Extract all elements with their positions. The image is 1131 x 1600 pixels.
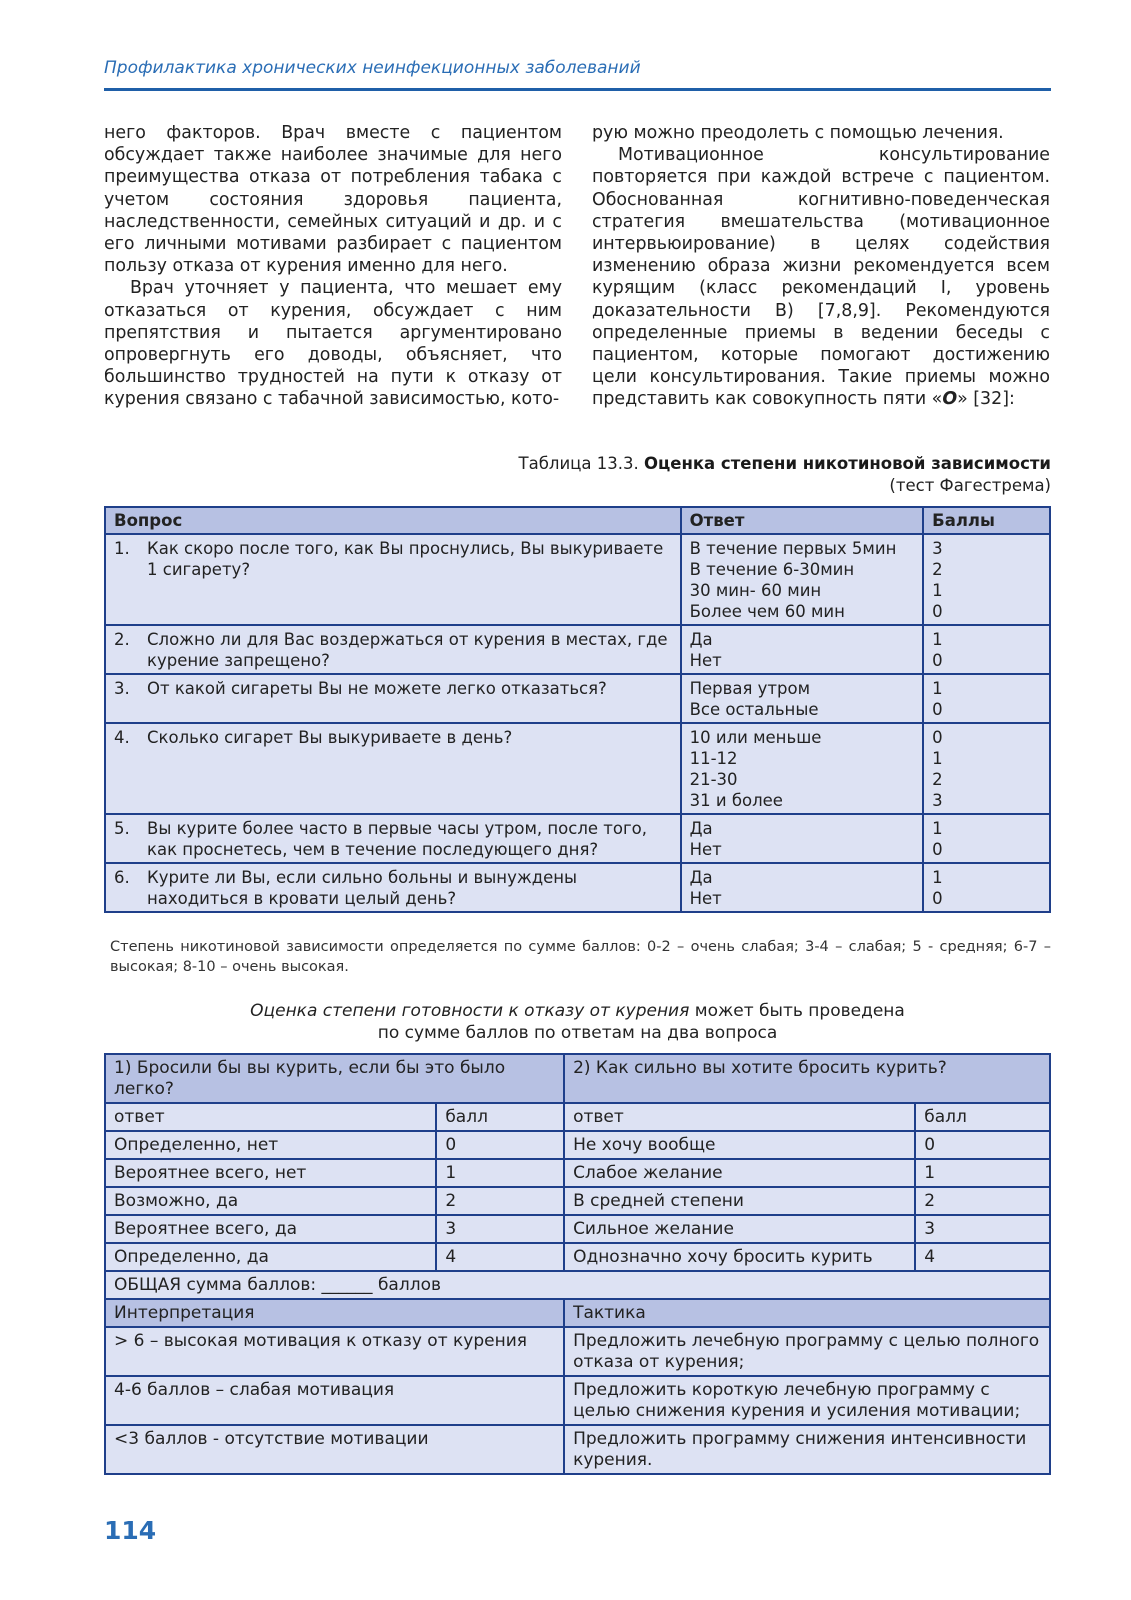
question — [114, 727, 672, 748]
q1-answer: Определенно, да — [105, 1243, 436, 1271]
q1-answer: Вероятнее всего, да — [105, 1215, 436, 1243]
column-header: Баллы — [923, 507, 1050, 534]
q2-score: 0 — [915, 1131, 1050, 1159]
interpretation-row — [105, 1425, 1050, 1474]
answer-option: В течение первых 5мин — [689, 539, 897, 558]
paragraph-text: » [32]: — [957, 389, 1015, 410]
answer-row — [105, 1243, 1050, 1271]
score-cell — [923, 625, 1050, 674]
question-1: 1) Бросили бы вы курить, если бы это было легко? — [105, 1054, 564, 1103]
question — [114, 678, 672, 699]
page-number: 114 — [104, 1516, 157, 1545]
q1-score: 0 — [436, 1131, 564, 1159]
column-header: Вопрос — [105, 507, 681, 534]
column-header: Ответ — [681, 507, 924, 534]
answer-option: Да — [689, 630, 713, 649]
q1-score: 1 — [436, 1159, 564, 1187]
answer-option: Первая утром — [689, 679, 811, 698]
readiness-table — [104, 1053, 1051, 1475]
question-row — [105, 1054, 1050, 1103]
total-row — [105, 1271, 1050, 1299]
question-text: Курите ли Вы, если сильно больны и вынуждены находиться в кровати целый день? — [147, 868, 578, 908]
subheader-row — [105, 1103, 1050, 1131]
score-value: 0 — [932, 700, 943, 719]
scoring-note: Степень никотиновой зависимости определяется по сумме баллов: 0-2 – очень слабая; 3-4 – слабая; 5 - средняя; 6-7 – высокая; 8-10 – очень высокая. — [110, 939, 1051, 975]
q2-answer: Сильное желание — [564, 1215, 915, 1243]
score-cell — [923, 814, 1050, 863]
question-cell — [105, 674, 681, 723]
answer-cell — [681, 863, 924, 912]
interpretation-cell: 4-6 баллов – слабая мотивация — [105, 1376, 564, 1425]
score-value: 1 — [932, 630, 943, 649]
score-value: 1 — [932, 749, 943, 768]
score-value: 0 — [932, 651, 943, 670]
score-value: 0 — [932, 889, 943, 908]
answer-option: 30 мин- 60 мин — [689, 581, 822, 600]
score-label: балл — [436, 1103, 564, 1131]
table-row — [105, 723, 1050, 814]
q2-score: 3 — [915, 1215, 1050, 1243]
question-number: 6. — [114, 868, 130, 887]
answer-cell — [681, 534, 924, 625]
question-cell — [105, 814, 681, 863]
score-value: 1 — [932, 679, 943, 698]
question-cell — [105, 723, 681, 814]
tactic-cell: Предложить лечебную программу с целью полного отказа от курения; — [564, 1327, 1050, 1376]
table-subtitle: (тест Фагестрема) — [889, 476, 1051, 495]
score-value: 0 — [932, 840, 943, 859]
q2-answer: Слабое желание — [564, 1159, 915, 1187]
table-row — [105, 674, 1050, 723]
question-text: Вы курите более часто в первые часы утром, после того, как проснетесь, чем в течение последующего дня? — [147, 819, 648, 859]
interpretation-cell: > 6 – высокая мотивация к отказу от курения — [105, 1327, 564, 1376]
paragraph: него факторов. Врач вместе с пациентом обсуждает также наиболее значимые для него преимущества отказа от потребления табака с учетом состояния здоровья пациента, наследственности, семейных ситуаций и др. и с его личными мотивами разбирает с пациентом пользу отказа от курения именно для него. — [104, 123, 562, 277]
question-cell — [105, 534, 681, 625]
tactic-cell: Предложить программу снижения интенсивности курения. — [564, 1425, 1050, 1474]
q1-score: 3 — [436, 1215, 564, 1243]
fagerstrom-table — [104, 506, 1051, 913]
question-number: 3. — [114, 679, 130, 698]
score-value: 1 — [932, 581, 943, 600]
paragraph: Врач уточняет у пациента, что мешает ему отказаться от курения, обсуждает с ним препятствия и пытается аргументировано опровергнуть его доводы, объясняет, что большинство трудностей на пути к отказу от курения связано с табачной зависимостью, кото- — [104, 278, 562, 410]
readiness-caption-italic: Оценка степени готовности к отказу от курения — [250, 1001, 690, 1021]
q2-answer: Не хочу вообще — [564, 1131, 915, 1159]
paragraph: рую можно преодолеть с помощью лечения. — [592, 123, 1004, 143]
answer-row — [105, 1159, 1050, 1187]
score-value: 2 — [932, 770, 943, 789]
text-column-right — [592, 122, 1050, 411]
table-number: Таблица 13.3. — [518, 454, 639, 473]
answer-cell — [681, 674, 924, 723]
score-value: 2 — [932, 560, 943, 579]
score-value: 0 — [932, 602, 943, 621]
paragraph-text: Мотивационное консультирование повторяется при каждой встрече с пациентом. Обоснованная когнитивно-поведенческая стратегия вмешательства (мотивационное интервьюирование) в целях содействия изменению образа жизни рекомендуется всем курящим (класс рекомендаций I, уровень доказательности B) [7,8,9]. Рекомендуются определенные приемы в ведении беседы с пациентом, которые помогают достижению цели консультирования. Такие приемы можно представить как совокупность пяти « — [592, 145, 1050, 410]
answer-option: 11-12 — [689, 749, 738, 768]
score-value: 3 — [932, 539, 943, 558]
answer-label: ответ — [564, 1103, 915, 1131]
q2-answer: Однозначно хочу бросить курить — [564, 1243, 915, 1271]
answer-cell — [681, 625, 924, 674]
score-value: 3 — [932, 791, 943, 810]
q2-score: 1 — [915, 1159, 1050, 1187]
score-cell — [923, 863, 1050, 912]
answer-option: Нет — [689, 651, 722, 670]
answer-option: Более чем 60 мин — [689, 602, 845, 621]
answer-option: 31 и более — [689, 791, 783, 810]
table-header-row — [105, 507, 1050, 534]
score-value: 1 — [932, 819, 943, 838]
interpretation-cell: <3 баллов - отсутствие мотивации — [105, 1425, 564, 1474]
question-text: Сложно ли для Вас воздержаться от курения в местах, где курение запрещено? — [147, 630, 668, 670]
question — [114, 867, 672, 909]
answer-option: 21-30 — [689, 770, 738, 789]
readiness-caption-line2: по сумме баллов по ответам на два вопроса — [377, 1023, 778, 1043]
table-title: Оценка степени никотиновой зависимости — [644, 454, 1051, 473]
answer-row — [105, 1215, 1050, 1243]
readiness-caption — [0, 1000, 1131, 1044]
answer-option: В течение 6-30мин — [689, 560, 855, 579]
interpretation-row — [105, 1327, 1050, 1376]
question-cell — [105, 625, 681, 674]
question-text: От какой сигареты Вы не можете легко отказаться? — [147, 679, 607, 698]
q1-answer: Определенно, нет — [105, 1131, 436, 1159]
question-number: 4. — [114, 728, 130, 747]
q1-answer: Вероятнее всего, нет — [105, 1159, 436, 1187]
paragraph — [592, 144, 1050, 410]
score-cell — [923, 534, 1050, 625]
interpretation-header-row — [105, 1299, 1050, 1327]
q1-score: 4 — [436, 1243, 564, 1271]
score-cell — [923, 723, 1050, 814]
score-label: балл — [915, 1103, 1050, 1131]
interpretation-header: Интерпретация — [105, 1299, 564, 1327]
q1-score: 2 — [436, 1187, 564, 1215]
five-o-letter: О — [942, 389, 958, 410]
running-head: Профилактика хронических неинфекционных заболеваний — [104, 58, 641, 78]
answer-option: Да — [689, 819, 713, 838]
question — [114, 538, 672, 580]
q2-score: 4 — [915, 1243, 1050, 1271]
readiness-caption-text: может быть проведена — [689, 1001, 905, 1021]
score-value: 1 — [932, 868, 943, 887]
total-score: ОБЩАЯ сумма баллов: ______ баллов — [105, 1271, 1050, 1299]
question-text: Сколько сигарет Вы выкуриваете в день? — [147, 728, 513, 747]
q2-score: 2 — [915, 1187, 1050, 1215]
answer-option: Нет — [689, 889, 722, 908]
table-row — [105, 534, 1050, 625]
question-number: 1. — [114, 539, 130, 558]
q2-answer: В средней степени — [564, 1187, 915, 1215]
answer-row — [105, 1131, 1050, 1159]
score-cell — [923, 674, 1050, 723]
question-cell — [105, 863, 681, 912]
header-rule — [104, 88, 1051, 91]
interpretation-row — [105, 1376, 1050, 1425]
question — [114, 818, 672, 860]
question — [114, 629, 672, 671]
answer-cell — [681, 814, 924, 863]
q1-answer: Возможно, да — [105, 1187, 436, 1215]
answer-option: 10 или меньше — [689, 728, 822, 747]
tactic-header: Тактика — [564, 1299, 1050, 1327]
question-number: 2. — [114, 630, 130, 649]
question-number: 5. — [114, 819, 130, 838]
score-value: 0 — [932, 728, 943, 747]
tactic-cell: Предложить короткую лечебную программу с целью снижения курения и усиления мотивации; — [564, 1376, 1050, 1425]
table-caption — [519, 453, 1051, 497]
answer-row — [105, 1187, 1050, 1215]
answer-option: Да — [689, 868, 713, 887]
answer-option: Все остальные — [689, 700, 819, 719]
table-row — [105, 814, 1050, 863]
question-2: 2) Как сильно вы хотите бросить курить? — [564, 1054, 1050, 1103]
answer-option: Нет — [689, 840, 722, 859]
table-row — [105, 863, 1050, 912]
answer-label: ответ — [105, 1103, 436, 1131]
table-row — [105, 625, 1050, 674]
answer-cell — [681, 723, 924, 814]
text-column-left — [104, 122, 562, 411]
question-text: Как скоро после того, как Вы проснулись, Вы выкуриваете 1 сигарету? — [147, 539, 664, 579]
